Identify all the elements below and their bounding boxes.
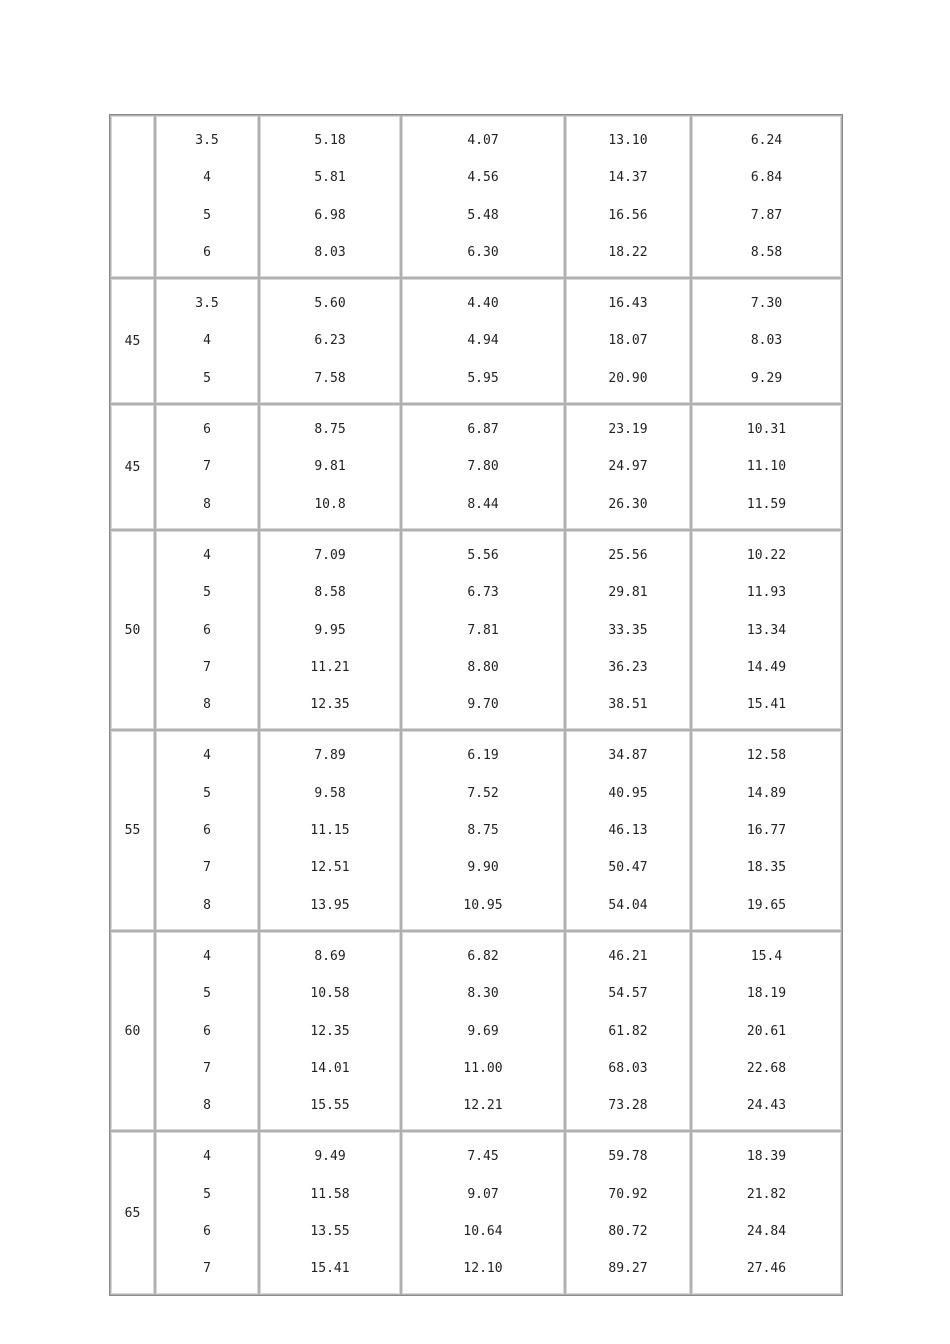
weight-value: 9.07 xyxy=(467,1186,499,1202)
area-cell xyxy=(259,530,401,730)
weight-value: 11.00 xyxy=(463,1060,503,1076)
table-row xyxy=(110,931,842,1131)
modulus-value: 15.4 xyxy=(750,948,783,964)
thickness-value: 4 xyxy=(203,748,211,764)
weight-value: 6.30 xyxy=(467,244,499,260)
modulus-cell xyxy=(691,404,842,530)
area-value: 12.35 xyxy=(310,697,350,713)
thickness-value: 3.5 xyxy=(195,296,219,312)
modulus-cell xyxy=(691,1131,842,1294)
area-value: 9.81 xyxy=(314,459,346,475)
moment-value: 20.90 xyxy=(608,370,648,386)
modulus-value: 14.49 xyxy=(746,659,787,675)
modulus-value: 11.10 xyxy=(746,459,787,475)
moment-value: 59.78 xyxy=(608,1149,648,1165)
thickness-value: 4 xyxy=(203,948,211,964)
modulus-value: 11.93 xyxy=(746,585,787,601)
thickness-cell xyxy=(155,278,259,404)
moment-cell xyxy=(565,1131,691,1294)
modulus-value: 7.30 xyxy=(750,296,783,312)
modulus-values xyxy=(692,116,841,277)
area-value: 9.95 xyxy=(314,622,346,638)
area-value: 13.95 xyxy=(310,897,350,913)
table-row xyxy=(110,115,842,278)
moment-cell xyxy=(565,931,691,1131)
weight-value: 6.19 xyxy=(467,748,499,764)
weight-values xyxy=(402,1132,564,1293)
area-values xyxy=(260,531,400,729)
thickness-values xyxy=(156,531,258,729)
thickness-values xyxy=(156,116,258,277)
group-label-cell xyxy=(110,115,155,278)
thickness-values xyxy=(156,279,258,403)
thickness-value: 6 xyxy=(203,244,211,260)
table-row xyxy=(110,530,842,730)
area-values xyxy=(260,731,400,929)
weight-value: 4.56 xyxy=(467,170,499,186)
weight-values xyxy=(402,731,564,929)
modulus-value: 22.68 xyxy=(746,1060,787,1076)
modulus-values xyxy=(692,731,841,929)
moment-cell xyxy=(565,278,691,404)
moment-values xyxy=(566,932,690,1130)
moment-values xyxy=(566,531,690,729)
area-values xyxy=(260,932,400,1130)
weight-values xyxy=(402,932,564,1130)
table-body xyxy=(110,115,842,1295)
weight-value: 10.95 xyxy=(463,897,503,913)
moment-value: 14.37 xyxy=(608,170,648,186)
weight-value: 6.73 xyxy=(467,585,499,601)
area-value: 6.23 xyxy=(314,333,346,349)
weight-cell xyxy=(401,530,565,730)
modulus-value: 27.46 xyxy=(746,1261,787,1277)
weight-value: 6.82 xyxy=(467,948,499,964)
thickness-value: 6 xyxy=(203,622,211,638)
weight-value: 9.90 xyxy=(467,860,499,876)
area-cell xyxy=(259,931,401,1131)
moment-value: 40.95 xyxy=(608,785,648,801)
thickness-values xyxy=(156,405,258,529)
weight-values xyxy=(402,405,564,529)
thickness-cell xyxy=(155,931,259,1131)
moment-value: 61.82 xyxy=(608,1023,648,1039)
thickness-values xyxy=(156,932,258,1130)
moment-value: 46.13 xyxy=(608,823,648,839)
weight-value: 5.95 xyxy=(467,370,499,386)
area-value: 15.41 xyxy=(310,1261,350,1277)
thickness-value: 5 xyxy=(203,585,211,601)
area-value: 10.8 xyxy=(314,496,346,512)
area-value: 10.58 xyxy=(310,986,350,1002)
group-label: 60 xyxy=(124,1023,141,1039)
weight-value: 9.70 xyxy=(467,697,499,713)
modulus-cell xyxy=(691,730,842,930)
modulus-value: 13.34 xyxy=(746,622,787,638)
area-value: 6.98 xyxy=(314,207,346,223)
moment-value: 25.56 xyxy=(608,547,648,563)
area-value: 15.55 xyxy=(310,1098,350,1114)
modulus-values xyxy=(692,279,841,403)
modulus-value: 20.61 xyxy=(746,1023,787,1039)
area-value: 14.01 xyxy=(310,1060,350,1076)
area-values xyxy=(260,405,400,529)
moment-value: 70.92 xyxy=(608,1186,648,1202)
modulus-value: 9.29 xyxy=(750,370,783,386)
modulus-cell xyxy=(691,278,842,404)
moment-cell xyxy=(565,404,691,530)
weight-values xyxy=(402,116,564,277)
thickness-cell xyxy=(155,404,259,530)
area-values xyxy=(260,116,400,277)
modulus-value: 18.35 xyxy=(746,860,787,876)
moment-value: 68.03 xyxy=(608,1060,648,1076)
area-cell xyxy=(259,1131,401,1294)
area-value: 11.21 xyxy=(310,659,350,675)
thickness-value: 5 xyxy=(203,370,211,386)
weight-value: 8.30 xyxy=(467,986,499,1002)
moment-value: 46.21 xyxy=(608,948,648,964)
modulus-value: 18.19 xyxy=(746,986,787,1002)
data-table-container xyxy=(109,114,841,1296)
area-values xyxy=(260,279,400,403)
weight-value: 9.69 xyxy=(467,1023,499,1039)
area-value: 12.35 xyxy=(310,1023,350,1039)
modulus-value: 10.31 xyxy=(746,422,787,438)
group-label-cell xyxy=(110,404,155,530)
area-cell xyxy=(259,404,401,530)
modulus-value: 18.39 xyxy=(746,1149,787,1165)
modulus-value: 21.82 xyxy=(746,1186,787,1202)
group-label: 45 xyxy=(124,333,141,349)
group-label-cell xyxy=(110,931,155,1131)
moment-value: 50.47 xyxy=(608,860,648,876)
moment-value: 16.56 xyxy=(608,207,648,223)
area-value: 7.09 xyxy=(314,547,346,563)
moment-value: 38.51 xyxy=(608,697,648,713)
moment-value: 29.81 xyxy=(608,585,648,601)
thickness-value: 8 xyxy=(203,496,211,512)
weight-value: 7.81 xyxy=(467,622,499,638)
area-value: 11.58 xyxy=(310,1186,350,1202)
modulus-values xyxy=(692,531,841,729)
thickness-value: 7 xyxy=(203,860,211,876)
modulus-value: 6.84 xyxy=(750,170,783,186)
area-values xyxy=(260,1132,400,1293)
weight-value: 7.52 xyxy=(467,785,499,801)
modulus-cell xyxy=(691,530,842,730)
thickness-value: 5 xyxy=(203,986,211,1002)
area-value: 7.89 xyxy=(314,748,346,764)
moment-value: 54.57 xyxy=(608,986,648,1002)
thickness-values xyxy=(156,1132,258,1293)
table-row xyxy=(110,404,842,530)
modulus-value: 19.65 xyxy=(746,897,787,913)
thickness-value: 6 xyxy=(203,823,211,839)
moment-value: 16.43 xyxy=(608,296,648,312)
modulus-value: 12.58 xyxy=(746,748,787,764)
weight-value: 8.44 xyxy=(467,496,499,512)
modulus-value: 14.89 xyxy=(746,785,787,801)
modulus-value: 8.58 xyxy=(750,244,783,260)
thickness-cell xyxy=(155,1131,259,1294)
modulus-value: 10.22 xyxy=(746,547,787,563)
thickness-value: 7 xyxy=(203,1261,211,1277)
weight-value: 5.56 xyxy=(467,547,499,563)
table-row xyxy=(110,278,842,404)
area-value: 9.58 xyxy=(314,785,346,801)
moment-values xyxy=(566,405,690,529)
weight-value: 10.64 xyxy=(463,1224,503,1240)
area-value: 11.15 xyxy=(310,823,350,839)
modulus-value: 15.41 xyxy=(746,697,787,713)
moment-value: 34.87 xyxy=(608,748,648,764)
thickness-value: 7 xyxy=(203,1060,211,1076)
thickness-value: 6 xyxy=(203,422,211,438)
weight-cell xyxy=(401,730,565,930)
area-value: 8.58 xyxy=(314,585,346,601)
area-value: 8.69 xyxy=(314,948,346,964)
moment-cell xyxy=(565,115,691,278)
modulus-cell xyxy=(691,115,842,278)
moment-value: 80.72 xyxy=(608,1224,648,1240)
modulus-cell xyxy=(691,931,842,1131)
moment-value: 54.04 xyxy=(608,897,648,913)
thickness-value: 4 xyxy=(203,333,211,349)
area-value: 9.49 xyxy=(314,1149,346,1165)
area-value: 8.75 xyxy=(314,422,346,438)
thickness-value: 6 xyxy=(203,1224,211,1240)
area-value: 13.55 xyxy=(310,1224,350,1240)
weight-value: 4.07 xyxy=(467,133,499,148)
group-label-cell xyxy=(110,278,155,404)
weight-value: 8.80 xyxy=(467,659,499,675)
weight-value: 4.40 xyxy=(467,296,499,312)
thickness-value: 4 xyxy=(203,547,211,563)
group-label: 55 xyxy=(124,823,141,839)
weight-value: 8.75 xyxy=(467,823,499,839)
thickness-cell xyxy=(155,530,259,730)
group-label: 45 xyxy=(124,459,141,475)
thickness-value: 4 xyxy=(203,170,211,186)
weight-value: 6.87 xyxy=(467,422,499,438)
thickness-values xyxy=(156,731,258,929)
weight-value: 12.10 xyxy=(463,1261,503,1277)
table-row xyxy=(110,730,842,930)
group-label-cell xyxy=(110,530,155,730)
weight-value: 4.94 xyxy=(467,333,499,349)
moment-value: 24.97 xyxy=(608,459,648,475)
weight-cell xyxy=(401,1131,565,1294)
group-label: 50 xyxy=(124,622,141,638)
weight-value: 5.48 xyxy=(467,207,499,223)
moment-values xyxy=(566,1132,690,1293)
weight-values xyxy=(402,531,564,729)
moment-values xyxy=(566,116,690,277)
modulus-value: 11.59 xyxy=(746,496,787,512)
thickness-cell xyxy=(155,115,259,278)
weight-values xyxy=(402,279,564,403)
area-value: 5.60 xyxy=(314,296,346,312)
moment-cell xyxy=(565,530,691,730)
table-row xyxy=(110,1131,842,1294)
thickness-value: 6 xyxy=(203,1023,211,1039)
moment-value: 18.22 xyxy=(608,244,648,260)
weight-cell xyxy=(401,931,565,1131)
thickness-value: 3.5 xyxy=(195,133,219,148)
thickness-value: 5 xyxy=(203,785,211,801)
area-value: 12.51 xyxy=(310,860,350,876)
spec-table xyxy=(109,114,843,1296)
thickness-value: 5 xyxy=(203,1186,211,1202)
weight-value: 7.80 xyxy=(467,459,499,475)
moment-values xyxy=(566,731,690,929)
weight-cell xyxy=(401,278,565,404)
modulus-value: 7.87 xyxy=(750,207,783,223)
modulus-value: 6.24 xyxy=(750,133,783,148)
group-label-cell xyxy=(110,730,155,930)
area-value: 5.81 xyxy=(314,170,346,186)
moment-value: 18.07 xyxy=(608,333,648,349)
area-value: 5.18 xyxy=(314,133,346,148)
moment-value: 23.19 xyxy=(608,422,648,438)
moment-value: 13.10 xyxy=(608,133,648,148)
moment-value: 73.28 xyxy=(608,1098,648,1114)
thickness-value: 7 xyxy=(203,459,211,475)
modulus-values xyxy=(692,932,841,1130)
moment-cell xyxy=(565,730,691,930)
weight-value: 12.21 xyxy=(463,1098,503,1114)
modulus-value: 24.84 xyxy=(746,1224,787,1240)
area-cell xyxy=(259,278,401,404)
thickness-value: 7 xyxy=(203,659,211,675)
thickness-value: 8 xyxy=(203,897,211,913)
modulus-value: 8.03 xyxy=(750,333,783,349)
thickness-value: 5 xyxy=(203,207,211,223)
weight-cell xyxy=(401,115,565,278)
moment-value: 33.35 xyxy=(608,622,648,638)
moment-values xyxy=(566,279,690,403)
modulus-values xyxy=(692,405,841,529)
group-label-cell xyxy=(110,1131,155,1294)
modulus-value: 24.43 xyxy=(746,1098,787,1114)
thickness-value: 8 xyxy=(203,1098,211,1114)
weight-cell xyxy=(401,404,565,530)
area-cell xyxy=(259,730,401,930)
area-value: 8.03 xyxy=(314,244,346,260)
thickness-value: 8 xyxy=(203,697,211,713)
area-value: 7.58 xyxy=(314,370,346,386)
thickness-cell xyxy=(155,730,259,930)
moment-value: 89.27 xyxy=(608,1261,648,1277)
moment-value: 26.30 xyxy=(608,496,648,512)
modulus-values xyxy=(692,1132,841,1293)
moment-value: 36.23 xyxy=(608,659,648,675)
area-cell xyxy=(259,115,401,278)
thickness-value: 4 xyxy=(203,1149,211,1165)
group-label: 65 xyxy=(124,1205,141,1221)
modulus-value: 16.77 xyxy=(746,823,787,839)
weight-value: 7.45 xyxy=(467,1149,499,1165)
